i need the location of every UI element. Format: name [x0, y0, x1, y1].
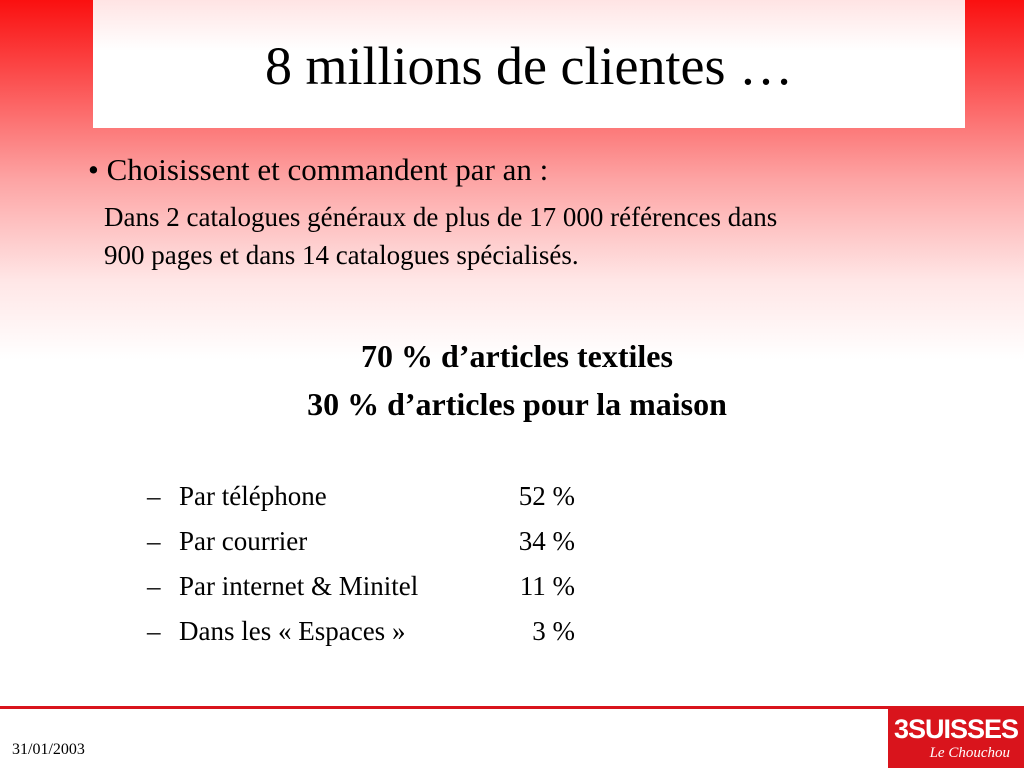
list-dash: – — [147, 481, 161, 511]
catalog-description — [104, 198, 984, 274]
home-share: 30 % d’articles pour la maison — [307, 386, 727, 422]
logo-tagline: Le Chouchou — [929, 745, 1010, 761]
brand-logo — [888, 709, 1024, 768]
channel-value: 3 % — [532, 616, 575, 646]
channel-label: Par courrier — [179, 526, 308, 556]
textile-share: 70 % d’articles textiles — [361, 338, 673, 374]
channel-label: Dans les « Espaces » — [179, 616, 406, 646]
catalog-description-line-2: 900 pages et dans 14 catalogues spécialisés. — [104, 240, 579, 270]
footer-divider — [0, 706, 1024, 709]
footer-date: 31/01/2003 — [12, 741, 85, 758]
list-dash: – — [147, 571, 161, 601]
channel-value: 52 % — [518, 481, 575, 511]
channel-label: Par internet & Minitel — [179, 571, 419, 601]
list-dash: – — [147, 526, 161, 556]
slide-title: 8 millions de clientes … — [265, 36, 793, 96]
main-bullet: • Choisissent et commandent par an : — [88, 152, 549, 187]
logo-wordmark: 3SUISSES — [893, 714, 1019, 744]
channel-label: Par téléphone — [179, 481, 327, 511]
title-box — [93, 0, 965, 128]
channel-value: 11 % — [519, 571, 575, 601]
channel-value: 34 % — [518, 526, 575, 556]
catalog-description-line-1: Dans 2 catalogues généraux de plus de 17 000 références dans — [104, 202, 778, 232]
list-dash: – — [147, 616, 161, 646]
